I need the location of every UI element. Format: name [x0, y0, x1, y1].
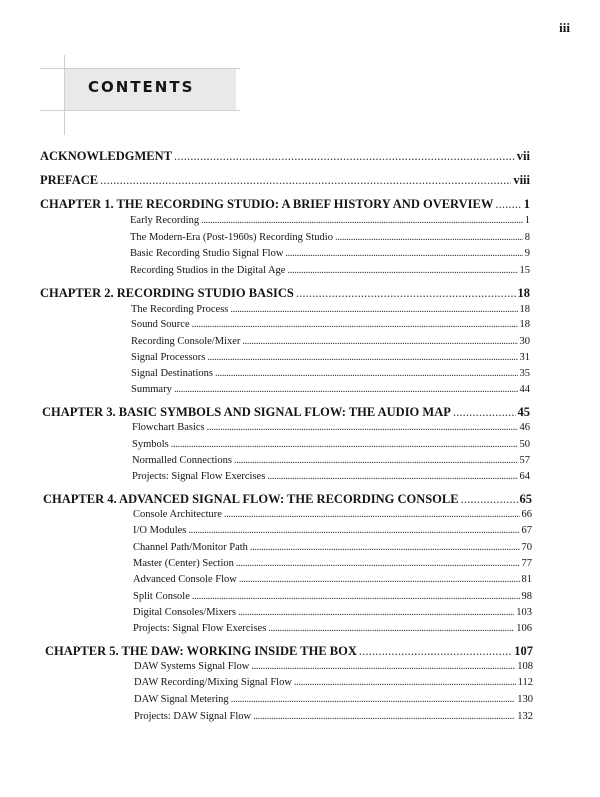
- dot-leader: [192, 319, 518, 330]
- dot-leader: [335, 232, 523, 243]
- toc-entry-page: 50: [519, 439, 530, 450]
- toc-entry-title: DAW Signal Metering: [134, 694, 229, 705]
- toc-entry-title: Channel Path/Monitor Path: [133, 542, 248, 553]
- dot-leader: [234, 455, 517, 466]
- toc-entry-page: vii: [516, 149, 530, 163]
- toc-entry-page: 1: [523, 197, 530, 211]
- toc-entry-page: 18: [519, 304, 530, 315]
- dot-leader: [296, 286, 516, 301]
- toc-entry-title: ACKNOWLEDGMENT: [40, 149, 172, 163]
- toc-section-entry: [133, 607, 532, 618]
- dot-leader: [192, 591, 520, 602]
- toc-entry-page: 46: [519, 422, 530, 433]
- toc-entry-title: Early Recording: [130, 215, 200, 226]
- dot-leader: [238, 607, 514, 618]
- toc-entry-title: Signal Destinations: [131, 368, 213, 379]
- toc-entry-title: Recording Console/Mixer: [131, 336, 241, 347]
- toc-entry-title: PREFACE: [40, 173, 99, 187]
- dot-leader: [236, 558, 520, 569]
- toc-entry-page: 70: [521, 542, 532, 553]
- toc-entry-page: 67: [521, 525, 532, 536]
- toc-entry-title: Digital Consoles/Mixers: [133, 607, 236, 618]
- toc-entry-title: DAW Recording/Mixing Signal Flow: [134, 677, 292, 688]
- dot-leader: [100, 173, 511, 188]
- page-number: iii: [559, 20, 570, 35]
- toc-entry-page: 44: [519, 384, 530, 395]
- dot-leader: [294, 677, 516, 688]
- toc-entry-page: 130: [517, 694, 533, 705]
- toc-entry-title: Basic Recording Studio Signal Flow: [130, 248, 284, 259]
- toc-section-entry: [134, 711, 533, 722]
- toc-entry-title: Sound Source: [131, 319, 190, 330]
- toc-section-entry: [132, 455, 530, 466]
- dot-leader: [287, 265, 517, 276]
- toc-section-entry: [134, 677, 533, 688]
- toc-entry-page: 57: [519, 455, 530, 466]
- toc-entry-page: 64: [519, 471, 530, 482]
- toc-chapter-entry: [43, 492, 532, 507]
- toc-entry-page: 18: [517, 286, 530, 300]
- toc-entry-title: Recording Studios in the Digital Age: [130, 265, 286, 276]
- toc-entry-title: CHAPTER 4. ADVANCED SIGNAL FLOW: THE RECORDING CONSOLE: [43, 492, 459, 506]
- dot-leader: [285, 248, 522, 259]
- toc-entry-page: 18: [519, 319, 530, 330]
- toc-entry-title: Normalled Connections: [132, 455, 233, 466]
- toc-entry-title: DAW Systems Signal Flow: [134, 661, 250, 672]
- toc-entry-title: Projects: Signal Flow Exercises: [133, 623, 267, 634]
- toc-entry-page: 112: [517, 677, 533, 688]
- toc-chapter-entry: [45, 644, 533, 659]
- toc-chapter-entry: [40, 286, 530, 301]
- toc-section-entry: [133, 509, 532, 520]
- toc-section-entry: [131, 384, 530, 395]
- toc-entry-title: The Modern-Era (Post-1960s) Recording Studio: [130, 232, 333, 243]
- dot-leader: [242, 336, 517, 347]
- dot-leader: [239, 574, 520, 585]
- dot-leader: [453, 405, 516, 420]
- dot-leader: [230, 304, 517, 315]
- toc-entry-page: viii: [513, 173, 530, 187]
- toc-entry-title: Projects: DAW Signal Flow: [134, 711, 252, 722]
- dot-leader: [174, 384, 518, 395]
- dot-leader: [215, 368, 518, 379]
- toc-entry-title: Summary: [131, 384, 172, 395]
- dot-leader: [201, 215, 523, 226]
- toc-entry-page: 35: [519, 368, 530, 379]
- dot-leader: [251, 661, 515, 672]
- toc-section-entry: [133, 558, 532, 569]
- toc-entry-page: 31: [519, 352, 530, 363]
- toc-entry-title: CHAPTER 5. THE DAW: WORKING INSIDE THE BOX: [45, 644, 357, 658]
- toc-section-entry: [131, 368, 530, 379]
- toc-entry-page: 1: [524, 215, 530, 226]
- toc-chapter-entry: [42, 405, 530, 420]
- toc-section-entry: [133, 591, 532, 602]
- toc-section-entry: [131, 336, 530, 347]
- dot-leader: [253, 711, 515, 722]
- toc-entry-title: Signal Processors: [131, 352, 206, 363]
- toc-entry-title: CHAPTER 2. RECORDING STUDIO BASICS: [40, 286, 294, 300]
- toc-entry-page: 132: [517, 711, 533, 722]
- toc-section-entry: [130, 232, 530, 243]
- toc-section-entry: [131, 352, 530, 363]
- toc-section-entry: [132, 422, 530, 433]
- toc-entry-page: 45: [517, 405, 530, 419]
- dot-leader: [224, 509, 520, 520]
- toc-section-entry: [134, 694, 533, 705]
- dot-leader: [267, 471, 517, 482]
- toc-section-entry: [134, 661, 533, 672]
- toc-entry-title: Split Console: [133, 591, 190, 602]
- header-rule-vertical: [64, 55, 65, 135]
- toc-entry-page: 15: [519, 265, 530, 276]
- dot-leader: [188, 525, 519, 536]
- toc-entry-page: 65: [519, 492, 532, 506]
- toc-entry-page: 30: [519, 336, 530, 347]
- toc-entry-page: 77: [521, 558, 532, 569]
- toc-chapter-entry: [40, 173, 530, 188]
- toc-entry-title: Console Architecture: [133, 509, 222, 520]
- contents-title: CONTENTS: [88, 78, 195, 96]
- toc-section-entry: [133, 623, 532, 634]
- dot-leader: [268, 623, 514, 634]
- toc-section-entry: [133, 574, 532, 585]
- dot-leader: [207, 352, 517, 363]
- toc-section-entry: [130, 265, 530, 276]
- toc-chapter-entry: [40, 197, 530, 212]
- toc-chapter-entry: [40, 149, 530, 164]
- toc-entry-title: Projects: Signal Flow Exercises: [132, 471, 266, 482]
- dot-leader: [495, 197, 521, 212]
- toc-section-entry: [131, 319, 530, 330]
- toc-entry-title: CHAPTER 3. BASIC SYMBOLS AND SIGNAL FLOW: THE AUDIO MAP: [42, 405, 451, 419]
- toc-entry-title: I/O Modules: [133, 525, 187, 536]
- toc-entry-page: 81: [521, 574, 532, 585]
- dot-leader: [359, 644, 512, 659]
- toc-entry-page: 98: [521, 591, 532, 602]
- toc-section-entry: [132, 471, 530, 482]
- dot-leader: [461, 492, 518, 507]
- toc-entry-title: Flowchart Basics: [132, 422, 205, 433]
- toc-entry-page: 108: [517, 661, 533, 672]
- toc-entry-page: 106: [516, 623, 532, 634]
- toc-entry-title: CHAPTER 1. THE RECORDING STUDIO: A BRIEF HISTORY AND OVERVIEW: [40, 197, 494, 211]
- dot-leader: [207, 422, 518, 433]
- toc-entry-title: Master (Center) Section: [133, 558, 234, 569]
- toc-section-entry: [132, 439, 530, 450]
- toc-entry-title: Advanced Console Flow: [133, 574, 237, 585]
- dot-leader: [231, 694, 516, 705]
- header-rule-top: [40, 68, 240, 69]
- dot-leader: [174, 149, 515, 164]
- header-rule-bottom: [40, 110, 240, 111]
- toc-entry-title: The Recording Process: [131, 304, 229, 315]
- toc-entry-page: 8: [524, 232, 530, 243]
- toc-entry-page: 9: [524, 248, 530, 259]
- toc-section-entry: [133, 525, 532, 536]
- toc-entry-page: 103: [516, 607, 532, 618]
- dot-leader: [171, 439, 518, 450]
- toc-section-entry: [133, 542, 532, 553]
- dot-leader: [250, 542, 520, 553]
- toc-section-entry: [130, 215, 530, 226]
- toc-entry-page: 107: [514, 644, 533, 658]
- toc-entry-page: 66: [521, 509, 532, 520]
- toc-section-entry: [131, 304, 530, 315]
- toc-entry-title: Symbols: [132, 439, 169, 450]
- toc-section-entry: [130, 248, 530, 259]
